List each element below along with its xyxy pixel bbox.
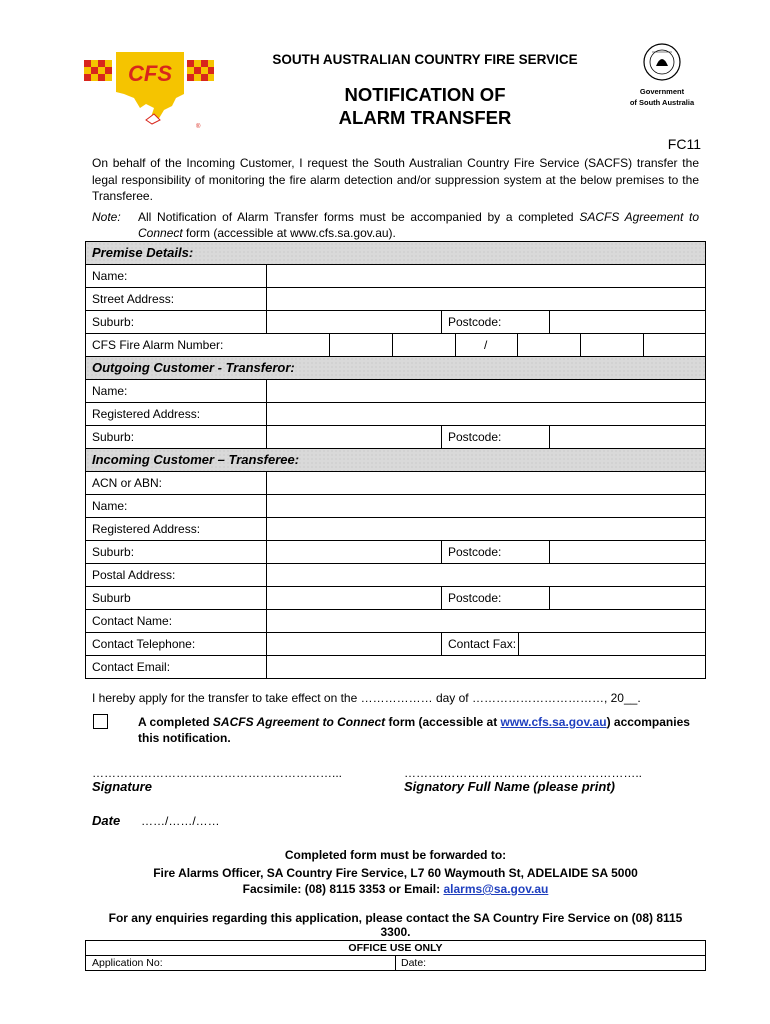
agreement-text2: form (accessible at xyxy=(385,715,501,729)
premise-street-row[interactable] xyxy=(86,287,705,310)
field-label: Contact Name: xyxy=(92,614,173,628)
field-label: Suburb: xyxy=(92,545,135,559)
note-text-before: All Notification of Alarm Transfer forms must be accompanied by a completed xyxy=(138,210,580,224)
transferee-address-row[interactable] xyxy=(86,517,705,540)
transferee-contact-email-row[interactable] xyxy=(86,655,705,678)
full-name-label: Signatory Full Name (please print) xyxy=(404,779,615,794)
field-label: Suburb: xyxy=(92,430,135,444)
gov-line1: Government xyxy=(639,87,685,96)
forward-fax-email xyxy=(92,882,699,896)
field-label: Postal Address: xyxy=(92,568,176,582)
intro-paragraph: On behalf of the Incoming Customer, I request the South Australian Country Fire Service (SACFS) transfer the legal responsibility of monitoring the fire alarm detection and/or suppression system at the below premises to the Transferee. xyxy=(92,156,699,203)
signature-label: Signature xyxy=(92,779,152,794)
email-link[interactable]: alarms@sa.gov.au xyxy=(443,882,549,896)
agreement-text3: ) accompanies this notification. xyxy=(138,715,690,745)
transferor-name-row[interactable] xyxy=(86,379,705,402)
fax-label: Contact Fax: xyxy=(448,637,517,651)
alarm-slash: / xyxy=(484,338,488,352)
transferee-suburb-row[interactable] xyxy=(86,540,705,563)
postcode-label: Postcode: xyxy=(448,545,502,559)
field-label: Contact Telephone: xyxy=(92,637,196,651)
date-field[interactable]: ……/……/…… xyxy=(141,814,220,828)
enquiries-text: For any enquiries regarding this application, please contact the SA Country Fire Service on (08) 8115 3300. xyxy=(108,911,683,939)
forward-address: Fire Alarms Officer, SA Country Fire Service, L7 60 Waymouth St, ADELAIDE SA 5000 xyxy=(153,866,638,880)
postcode-label: Postcode: xyxy=(448,591,502,605)
note-text-after: form (accessible at www.cfs.sa.gov.au). xyxy=(182,225,396,240)
field-label: ACN or ABN: xyxy=(92,476,163,490)
cfs-website-link[interactable]: www.cfs.sa.gov.au xyxy=(500,715,607,729)
transferee-contact-phone-row[interactable] xyxy=(86,632,705,655)
note-italic: SACFS Agreement to Connect xyxy=(138,210,699,240)
postcode-label: Postcode: xyxy=(448,430,502,444)
section-heading: Premise Details: xyxy=(92,245,194,260)
field-label: Suburb: xyxy=(92,315,135,329)
agreement-text xyxy=(138,715,698,746)
document-title-line2: ALARM TRANSFER xyxy=(338,107,512,128)
field-label: Contact Email: xyxy=(92,660,171,674)
field-label: Suburb xyxy=(92,591,131,605)
section-transferee xyxy=(86,448,705,471)
agreement-text1: A completed xyxy=(138,715,213,729)
office-date-label: Date: xyxy=(401,957,427,969)
section-transferor xyxy=(86,356,705,379)
transferee-acn-row[interactable] xyxy=(86,471,705,494)
office-use-heading: OFFICE USE ONLY xyxy=(86,941,705,956)
agreement-checkbox[interactable] xyxy=(93,714,108,729)
cfs-logo xyxy=(84,48,214,130)
government-logo xyxy=(622,42,702,107)
forward-title: Completed form must be forwarded to: xyxy=(284,848,507,862)
org-title: SOUTH AUSTRALIAN COUNTRY FIRE SERVICE xyxy=(272,52,578,67)
section-heading: Outgoing Customer - Transferor: xyxy=(92,360,295,375)
signature-field[interactable]: ……………………………………………………... xyxy=(92,766,343,780)
premise-name-row[interactable] xyxy=(86,264,705,287)
field-label: Name: xyxy=(92,499,128,513)
field-label: Name: xyxy=(92,269,128,283)
cfs-logo-text: CFS xyxy=(128,61,172,86)
field-label: Registered Address: xyxy=(92,407,201,421)
section-heading: Incoming Customer – Transferee: xyxy=(92,452,300,467)
note-paragraph xyxy=(92,210,699,241)
full-name-field[interactable]: ……….………………………………………….. xyxy=(404,766,643,780)
premise-alarm-number-row[interactable] xyxy=(86,333,705,356)
document-title xyxy=(250,83,600,129)
field-label: Name: xyxy=(92,384,128,398)
transferor-suburb-row[interactable] xyxy=(86,425,705,448)
office-use-table xyxy=(85,940,706,971)
form-code: FC11 xyxy=(667,136,701,152)
agreement-italic: SACFS Agreement to Connect xyxy=(212,715,386,729)
crest-icon xyxy=(642,42,682,82)
transferee-contact-name-row[interactable] xyxy=(86,609,705,632)
gov-line2: of South Australia xyxy=(629,98,695,107)
application-no-label: Application No: xyxy=(92,957,163,969)
transferee-postal-row[interactable] xyxy=(86,563,705,586)
svg-text:®: ® xyxy=(196,124,201,130)
field-label: Registered Address: xyxy=(92,522,201,536)
fax-text: Facsimile: (08) 8115 3353 or Email: xyxy=(242,882,441,896)
section-premise xyxy=(86,242,705,265)
note-label: Note: xyxy=(92,210,121,224)
transferee-name-row[interactable] xyxy=(86,494,705,517)
date-label: Date xyxy=(92,813,121,828)
transfer-date-line[interactable]: I hereby apply for the transfer to take effect on the ……………… day of ……………………………, 20__. xyxy=(92,691,641,705)
premise-suburb-row[interactable] xyxy=(86,310,705,333)
field-label: CFS Fire Alarm Number: xyxy=(92,338,224,352)
field-label: Street Address: xyxy=(92,292,175,306)
details-table xyxy=(85,241,706,679)
postcode-label: Postcode: xyxy=(448,315,502,329)
document-title-line1: NOTIFICATION OF xyxy=(344,84,506,105)
transferor-address-row[interactable] xyxy=(86,402,705,425)
transferee-postal-suburb-row[interactable] xyxy=(86,586,705,609)
